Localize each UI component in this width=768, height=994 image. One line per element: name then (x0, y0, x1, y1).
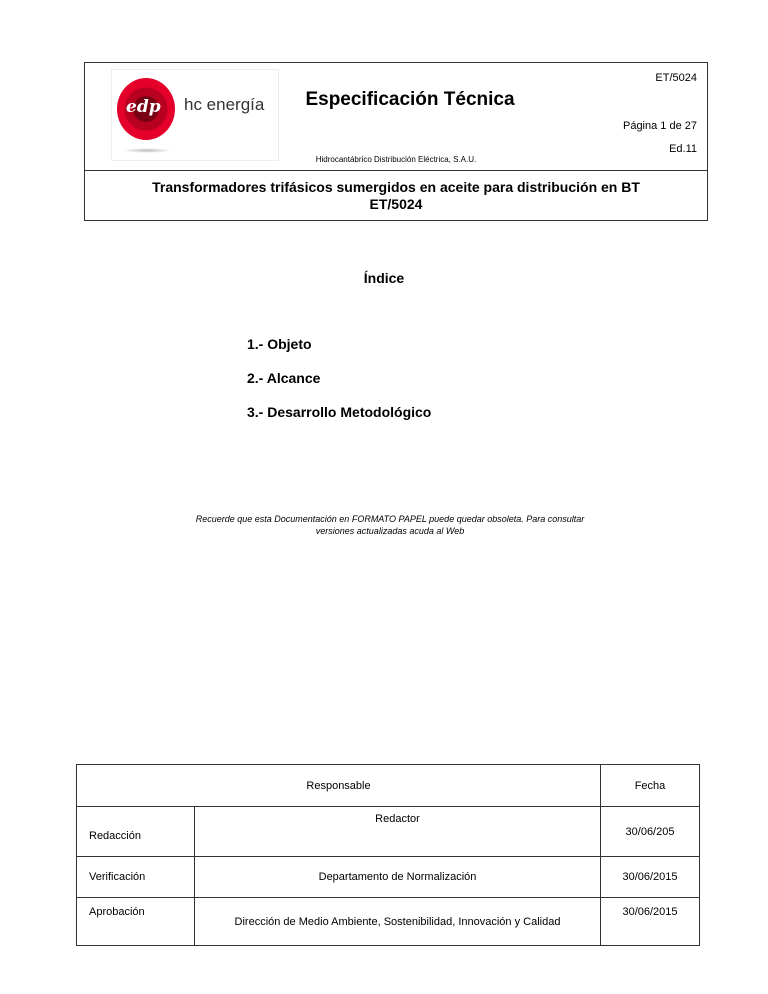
document-subtitle (85, 179, 707, 213)
index-heading: Índice (363, 270, 405, 286)
role-cell: Verificación (77, 857, 195, 898)
table-row (77, 898, 700, 946)
brand-name: hc energía (184, 95, 265, 114)
role-cell: Redacción (77, 807, 195, 857)
company-name: Hidrocantábrico Distribución Eléctrica, S.A.U. (315, 155, 477, 164)
table-header-row (77, 765, 700, 807)
header-divider (85, 170, 707, 171)
date-cell: 30/06/2015 (601, 898, 700, 946)
document-type-title: Especificación Técnica (305, 89, 515, 110)
responsible-cell: Redactor (195, 807, 601, 857)
edition: Ed.11 (669, 143, 697, 155)
header-fecha: Fecha (601, 765, 700, 807)
document-code: ET/5024 (655, 72, 697, 84)
paper-notice (130, 513, 650, 537)
table-row (77, 857, 700, 898)
date-cell: 30/06/2015 (601, 857, 700, 898)
page-number: Página 1 de 27 (622, 120, 697, 132)
notice-line: versiones actualizadas acuda al Web (315, 526, 465, 536)
company-logo (111, 69, 279, 161)
subtitle-text: Transformadores trifásicos sumergidos en aceite para distribución en BT (152, 179, 640, 195)
logo-shadow (122, 148, 172, 153)
approval-table (76, 764, 700, 946)
toc-item[interactable]: 3.- Desarrollo Metodológico (247, 404, 432, 420)
date-cell: 30/06/205 (601, 807, 700, 857)
role-cell: Aprobación (77, 898, 195, 946)
table-row (77, 807, 700, 857)
header-responsable: Responsable (77, 765, 601, 807)
notice-line: Recuerde que esta Documentación en FORMATO PAPEL puede quedar obsoleta. Para consultar (195, 514, 585, 524)
document-header (84, 62, 708, 221)
toc-item[interactable]: 1.- Objeto (247, 336, 312, 352)
toc-item[interactable]: 2.- Alcance (247, 370, 321, 386)
subtitle-code: ET/5024 (369, 196, 423, 212)
responsible-cell: Departamento de Normalización (195, 857, 601, 898)
logo-text: edp (126, 97, 161, 117)
responsible-cell: Dirección de Medio Ambiente, Sostenibilidad, Innovación y Calidad (195, 898, 601, 946)
